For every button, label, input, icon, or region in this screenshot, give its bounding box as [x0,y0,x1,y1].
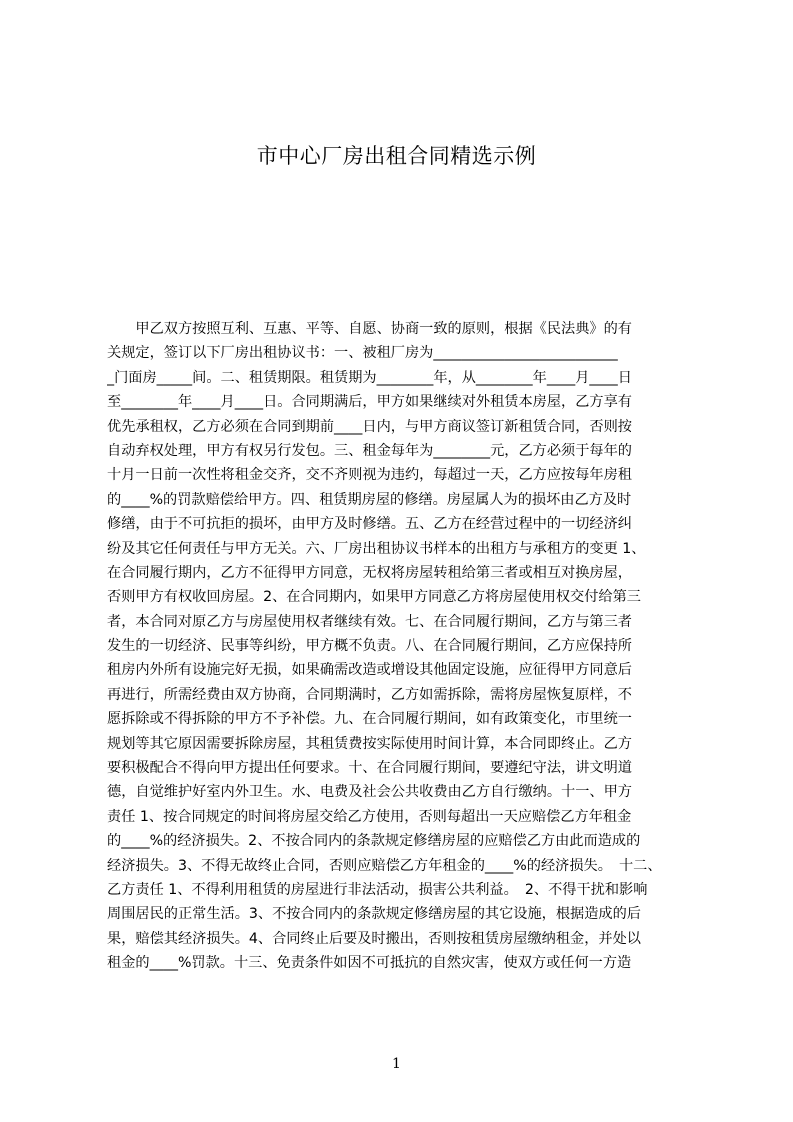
body-line: 责任 1、按合同规定的时间将房屋交给乙方使用，否则每超出一天应赔偿乙方年租金 [107,808,632,825]
body-line: _门面房_____间。二、租赁期限。租赁期为________年，从________年____月____日 [107,369,632,386]
body-line: 否则甲方有权收回房屋。2、在合同期内，如果甲方同意乙方将房屋使用权交付给第三 [107,589,641,606]
body-line: 德，自觉维护好室内外卫生。水、电费及社会公共收费由乙方自行缴纳。十一、甲方 [107,784,632,801]
body-line: 修缮，由于不可抗拒的损坏，由甲方及时修缮。五、乙方在经营过程中的一切经济纠 [107,516,632,533]
body-line: 纷及其它任何责任与甲方无关。六、厂房出租协议书样本的出租方与承租方的变更 1、 [107,540,646,557]
body-line: 经济损失。3、不得无故终止合同，否则应赔偿乙方年租金的____%的经济损失。 十二、 [107,857,662,874]
body-line: 十月一日前一次性将租金交齐，交不齐则视为违约，每超过一天，乙方应按每年房租 [107,467,632,484]
page-title: 市中心厂房出租合同精选示例 [256,144,537,168]
body-line: 甲乙双方按照互利、互惠、平等、自愿、协商一致的原则，根据《民法典》的有 [107,321,632,337]
body-line: 的____%的经济损失。2、不按合同内的条款规定修缮房屋的应赔偿乙方由此而造成的 [107,833,641,850]
body-line: 的____%的罚款赔偿给甲方。四、租赁期房屋的修缮。房屋属人为的损坏由乙方及时 [107,491,632,508]
body-line: 果，赔偿其经济损失。4、合同终止后要及时搬出，否则按租赁房屋缴纳租金，并处以 [107,930,641,947]
body-line: 发生的一切经济、民事等纠纷，甲方概不负责。八、在合同履行期间，乙方应保持所 [107,638,632,655]
body-line: 再进行，所需经费由双方协商，合同期满时，乙方如需拆除，需将房屋恢复原样，不 [107,686,632,703]
body-line: 在合同履行期内，乙方不征得甲方同意，无权将房屋转租给第三者或相互对换房屋， [107,564,632,581]
body-line: 要积极配合不得向甲方提出任何要求。十、在合同履行期间，要遵纪守法，讲文明道 [107,760,632,777]
body-line: 至________年____月____日。合同期满后，甲方如果继续对外租赁本房屋，乙方享有 [107,394,632,411]
contract-body [107,317,699,1033]
body-line: 愿拆除或不得拆除的甲方不予补偿。九、在合同履行期间，如有政策变化，市里统一 [107,711,632,728]
body-line: 者，本合同对原乙方与房屋使用权者继续有效。七、在合同履行期间，乙方与第三者 [107,613,632,630]
body-line: 周围居民的正常生活。3、不按合同内的条款规定修缮房屋的其它设施，根据造成的后 [107,906,641,923]
body-line: 关规定，签订以下厂房出租协议书：一、被租厂房为__________________________ [107,345,618,362]
page-number: 1 [392,1056,401,1072]
body-line: 租金的____%罚款。十三、免责条件如因不可抵抗的自然灾害，使双方或任何一方造 [107,955,632,972]
body-line: 自动弃权处理，甲方有权另行发包。三、租金每年为________元，乙方必须于每年的 [107,442,632,459]
body-line: 租房内外所有设施完好无损，如果确需改造或增设其他固定设施，应征得甲方同意后 [107,662,632,679]
body-line: 规划等其它原因需要拆除房屋，其租赁费按实际使用时间计算，本合同即终止。乙方 [107,735,632,752]
body-line: 乙方责任 1、不得利用租赁的房屋进行非法活动，损害公共利益。 2、不得干扰和影响 [107,881,648,898]
body-line: 优先承租权，乙方必须在合同到期前____日内，与甲方商议签订新租赁合同，否则按 [107,418,632,435]
